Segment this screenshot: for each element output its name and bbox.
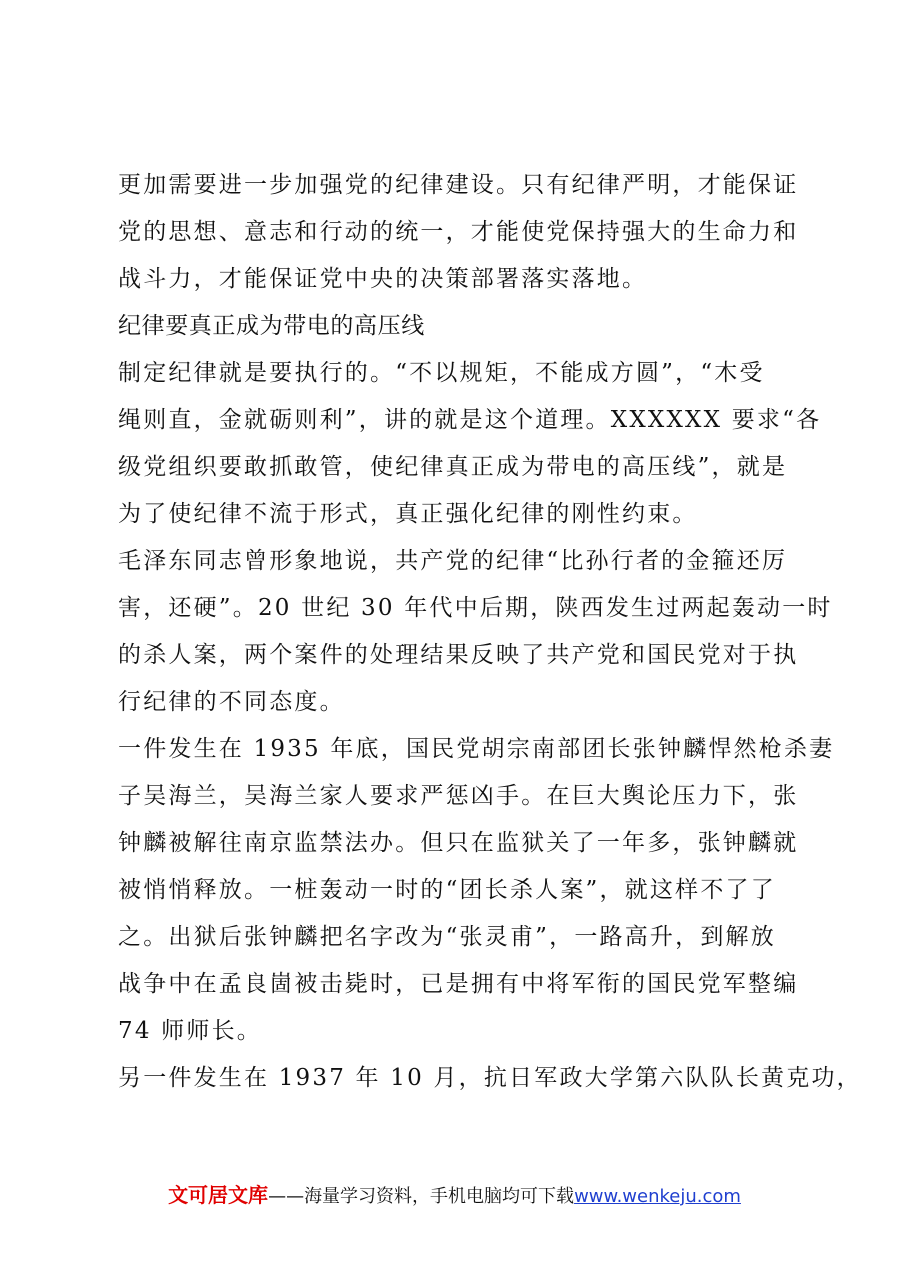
text-line: 为了使纪律不流于形式，真正强化纪律的刚性约束。 [118,501,698,527]
text-line: 绳则直，金就砺则利”，讲的就是这个道理。XXXXXX 要求“各 [118,407,822,433]
text-line: 另一件发生在 1937 年 10 月，抗日军政大学第六队队长黄克功， [118,1065,862,1091]
text-line: 级党组织要敢抓敢管，使纪律真正成为带电的高压线”，就是 [118,454,788,480]
text-line: 毛泽东同志曾形象地说，共产党的纪律“比孙行者的金箍还厉 [118,548,788,574]
text-line: 更加需要进一步加强党的纪律建设。只有纪律严明，才能保证 [118,172,799,198]
text-line: 子吴海兰，吴海兰家人要求严惩凶手。在巨大舆论压力下，张 [118,783,799,809]
text-line: 被悄悄释放。一桩轰动一时的“团长杀人案”，就这样不了了 [118,877,776,903]
text-line: 之。出狱后张钟麟把名字改为“张灵甫”，一路高升，到解放 [118,924,776,950]
text-line: 党的思想、意志和行动的统一，才能使党保持强大的生命力和 [118,219,799,245]
text-line: 制定纪律就是要执行的。“不以规矩，不能成方圆”，“木受 [118,360,765,386]
footer-brand: 文可居文库 [168,1183,269,1207]
text-line: 战斗力，才能保证党中央的决策部署落实落地。 [118,266,648,292]
text-line: 害，还硬”。20 世纪 30 年代中后期，陕西发生过两起轰动一时 [118,595,833,621]
footer-tagline: ——海量学习资料，手机电脑均可下载 [268,1186,575,1207]
text-line: 战争中在孟良崮被击毙时，已是拥有中将军衔的国民党军整编 [118,971,799,997]
text-line: 的杀人案，两个案件的处理结果反映了共产党和国民党对于执 [118,642,799,668]
footer-website-link[interactable]: www.wenkeju.com [574,1186,741,1207]
text-line: 74 师师长。 [118,1018,262,1044]
text-line: 钟麟被解往南京监禁法办。但只在监狱关了一年多，张钟麟就 [118,830,799,856]
text-line: 一件发生在 1935 年底，国民党胡宗南部团长张钟麟悍然枪杀妻 [118,736,835,762]
footer-banner [0,1182,909,1210]
text-line: 行纪律的不同态度。 [118,689,345,715]
section-heading: 纪律要真正成为带电的高压线 [118,313,425,339]
